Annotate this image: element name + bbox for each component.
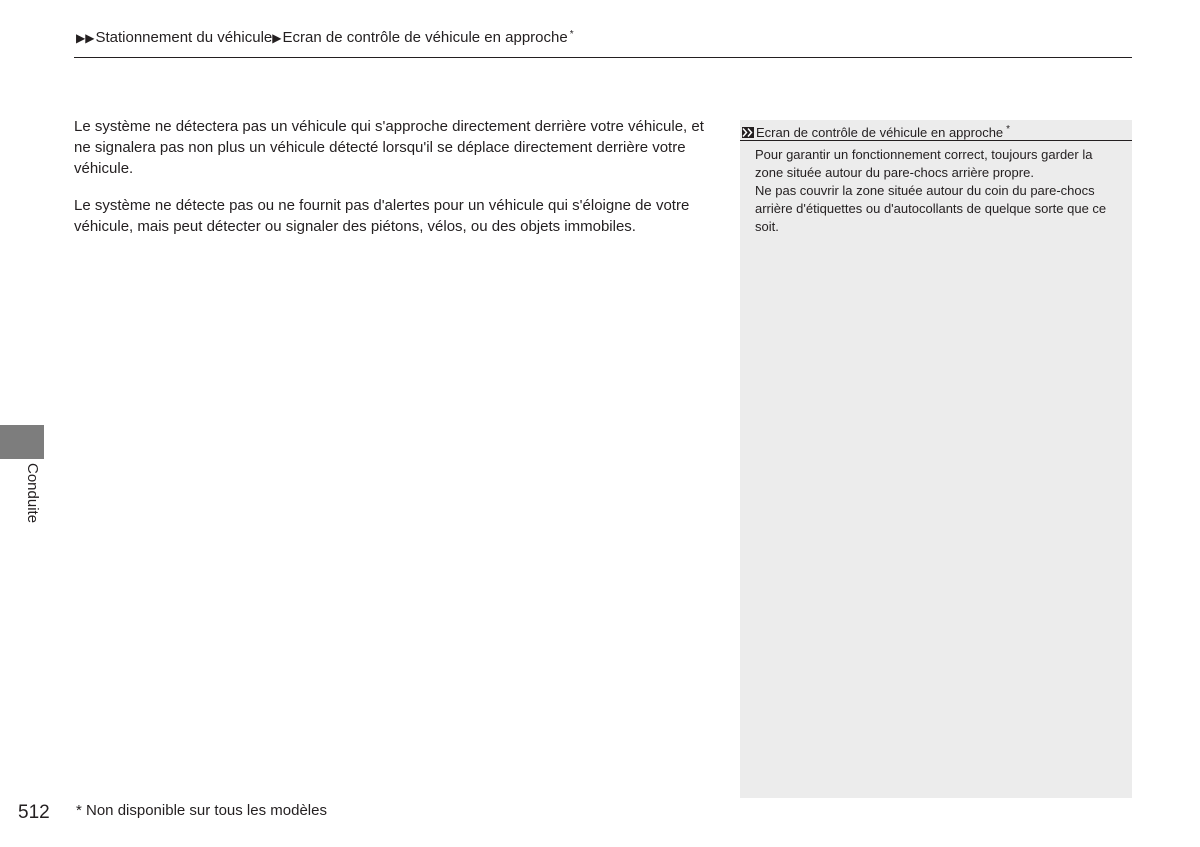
sidebar-body [740, 141, 1132, 236]
chapter-label: Conduite [24, 463, 41, 524]
sidebar-paragraph-2: Ne pas couvrir la zone située autour du coin du pare-chocs arrière d'étiquettes ou d'autocollants de quelque sorte que ce soit. [755, 183, 1107, 234]
sidebar-title: Ecran de contrôle de véhicule en approche [756, 125, 1004, 140]
arrow-icon: ▶ [272, 31, 282, 45]
sidebar-header [740, 120, 1132, 141]
footnote: * Non disponible sur tous les modèles [76, 802, 327, 819]
double-chevron-icon [742, 127, 754, 138]
footnote-marker: * [569, 29, 574, 40]
breadcrumb-section: Stationnement du véhicule [95, 29, 273, 46]
main-content [74, 116, 724, 253]
chapter-tab [0, 425, 44, 459]
breadcrumb-subsection: Ecran de contrôle de véhicule en approche [282, 29, 568, 46]
sidebar-paragraph-1: Pour garantir un fonctionnement correct, toujours garder la zone située autour du pare-chocs arrière propre. [755, 147, 1093, 180]
sidebar-note [740, 120, 1132, 798]
header-divider [74, 57, 1132, 58]
body-paragraph-2: Le système ne détecte pas ou ne fournit pas d'alertes pour un véhicule qui s'éloigne de votre véhicule, mais peut détecter ou signaler des piétons, vélos, ou des objets immobiles. [74, 197, 690, 235]
breadcrumb [76, 24, 574, 46]
body-paragraph-1: Le système ne détectera pas un véhicule qui s'approche directement derrière votre véhicule, et ne signalera pas non plus un véhicule détecté lorsqu'il se déplace directement derrière votre véhicule. [74, 118, 704, 177]
double-arrow-icon: ▶▶ [76, 31, 95, 45]
footnote-marker: * [1006, 124, 1011, 135]
page-number: 512 [18, 802, 50, 823]
